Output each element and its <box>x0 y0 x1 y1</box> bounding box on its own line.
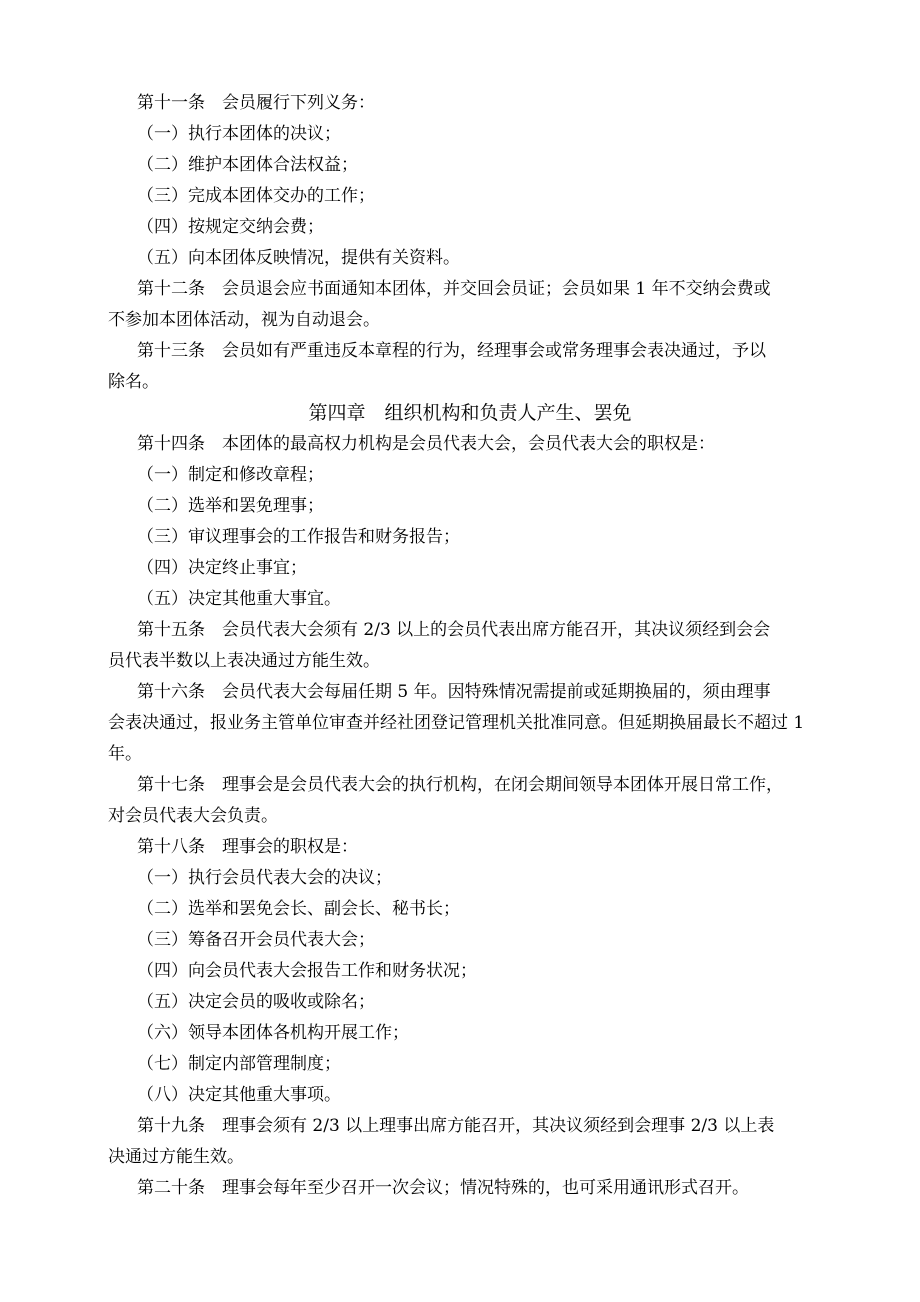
text-line: （五）决定其他重大事宜。 <box>137 589 341 609</box>
text-line: （三）筹备召开会员代表大会； <box>137 930 375 950</box>
document-page <box>0 88 920 1204</box>
text-line: 第十三条 会员如有严重违反本章程的行为，经理事会或常务理事会表决通过，予以 <box>137 341 766 361</box>
text-line: （二）选举和罢免理事； <box>137 496 324 516</box>
text-line: 第十八条 理事会的职权是： <box>137 837 358 857</box>
text-line: 员代表半数以上表决通过方能生效。 <box>108 651 380 671</box>
text-line: （二）维护本团体合法权益； <box>137 155 358 175</box>
text-line: （二）选举和罢免会长、副会长、秘书长； <box>137 899 460 919</box>
text-line: 第十七条 理事会是会员代表大会的执行机构，在闭会期间领导本团体开展日常工作， <box>137 775 783 795</box>
text-line: （一）执行会员代表大会的决议； <box>137 868 392 888</box>
text-line: 第十四条 本团体的最高权力机构是会员代表大会，会员代表大会的职权是： <box>137 434 715 454</box>
text-line: （一）制定和修改章程； <box>137 465 324 485</box>
text-line: 第十二条 会员退会应书面通知本团体，并交回会员证；会员如果 1 年不交纳会费或 <box>137 279 771 299</box>
text-line: 年。 <box>108 744 142 764</box>
text-line: （三）审议理事会的工作报告和财务报告； <box>137 527 460 547</box>
text-line: 第十六条 会员代表大会每届任期 5 年。因特殊情况需提前或延期换届的，须由理事 <box>137 682 771 702</box>
text-line: 对会员代表大会负责。 <box>108 806 278 826</box>
text-line: 第十九条 理事会须有 2/3 以上理事出席方能召开，其决议须经到会理事 2/3 以上表 <box>137 1116 775 1136</box>
text-line: 决通过方能生效。 <box>108 1147 244 1167</box>
text-line: 会表决通过，报业务主管单位审查并经社团登记管理机关批准同意。但延期换届最长不超过 1 <box>108 713 805 733</box>
text-line: （八）决定其他重大事项。 <box>137 1085 341 1105</box>
text-line: （一）执行本团体的决议； <box>137 124 341 144</box>
text-line: 第十一条 会员履行下列义务： <box>137 93 375 113</box>
text-line: （七）制定内部管理制度； <box>137 1054 341 1074</box>
chapter-heading: 第四章 组织机构和负责人产生、罢免 <box>308 402 632 424</box>
text-line: 第二十条 理事会每年至少召开一次会议；情况特殊的，也可采用通讯形式召开。 <box>137 1178 749 1198</box>
text-line: （四）向会员代表大会报告工作和财务状况； <box>137 961 477 981</box>
text-line: （五）决定会员的吸收或除名； <box>137 992 375 1012</box>
text-line: 除名。 <box>108 372 159 392</box>
text-line: 不参加本团体活动，视为自动退会。 <box>108 310 380 330</box>
text-line: （四）按规定交纳会费； <box>137 217 324 237</box>
text-line: （三）完成本团体交办的工作； <box>137 186 375 206</box>
text-line: （五）向本团体反映情况，提供有关资料。 <box>137 248 460 268</box>
text-line: 第十五条 会员代表大会须有 2/3 以上的会员代表出席方能召开，其决议须经到会会 <box>137 620 771 640</box>
text-line: （六）领导本团体各机构开展工作； <box>137 1023 409 1043</box>
text-line: （四）决定终止事宜； <box>137 558 307 578</box>
